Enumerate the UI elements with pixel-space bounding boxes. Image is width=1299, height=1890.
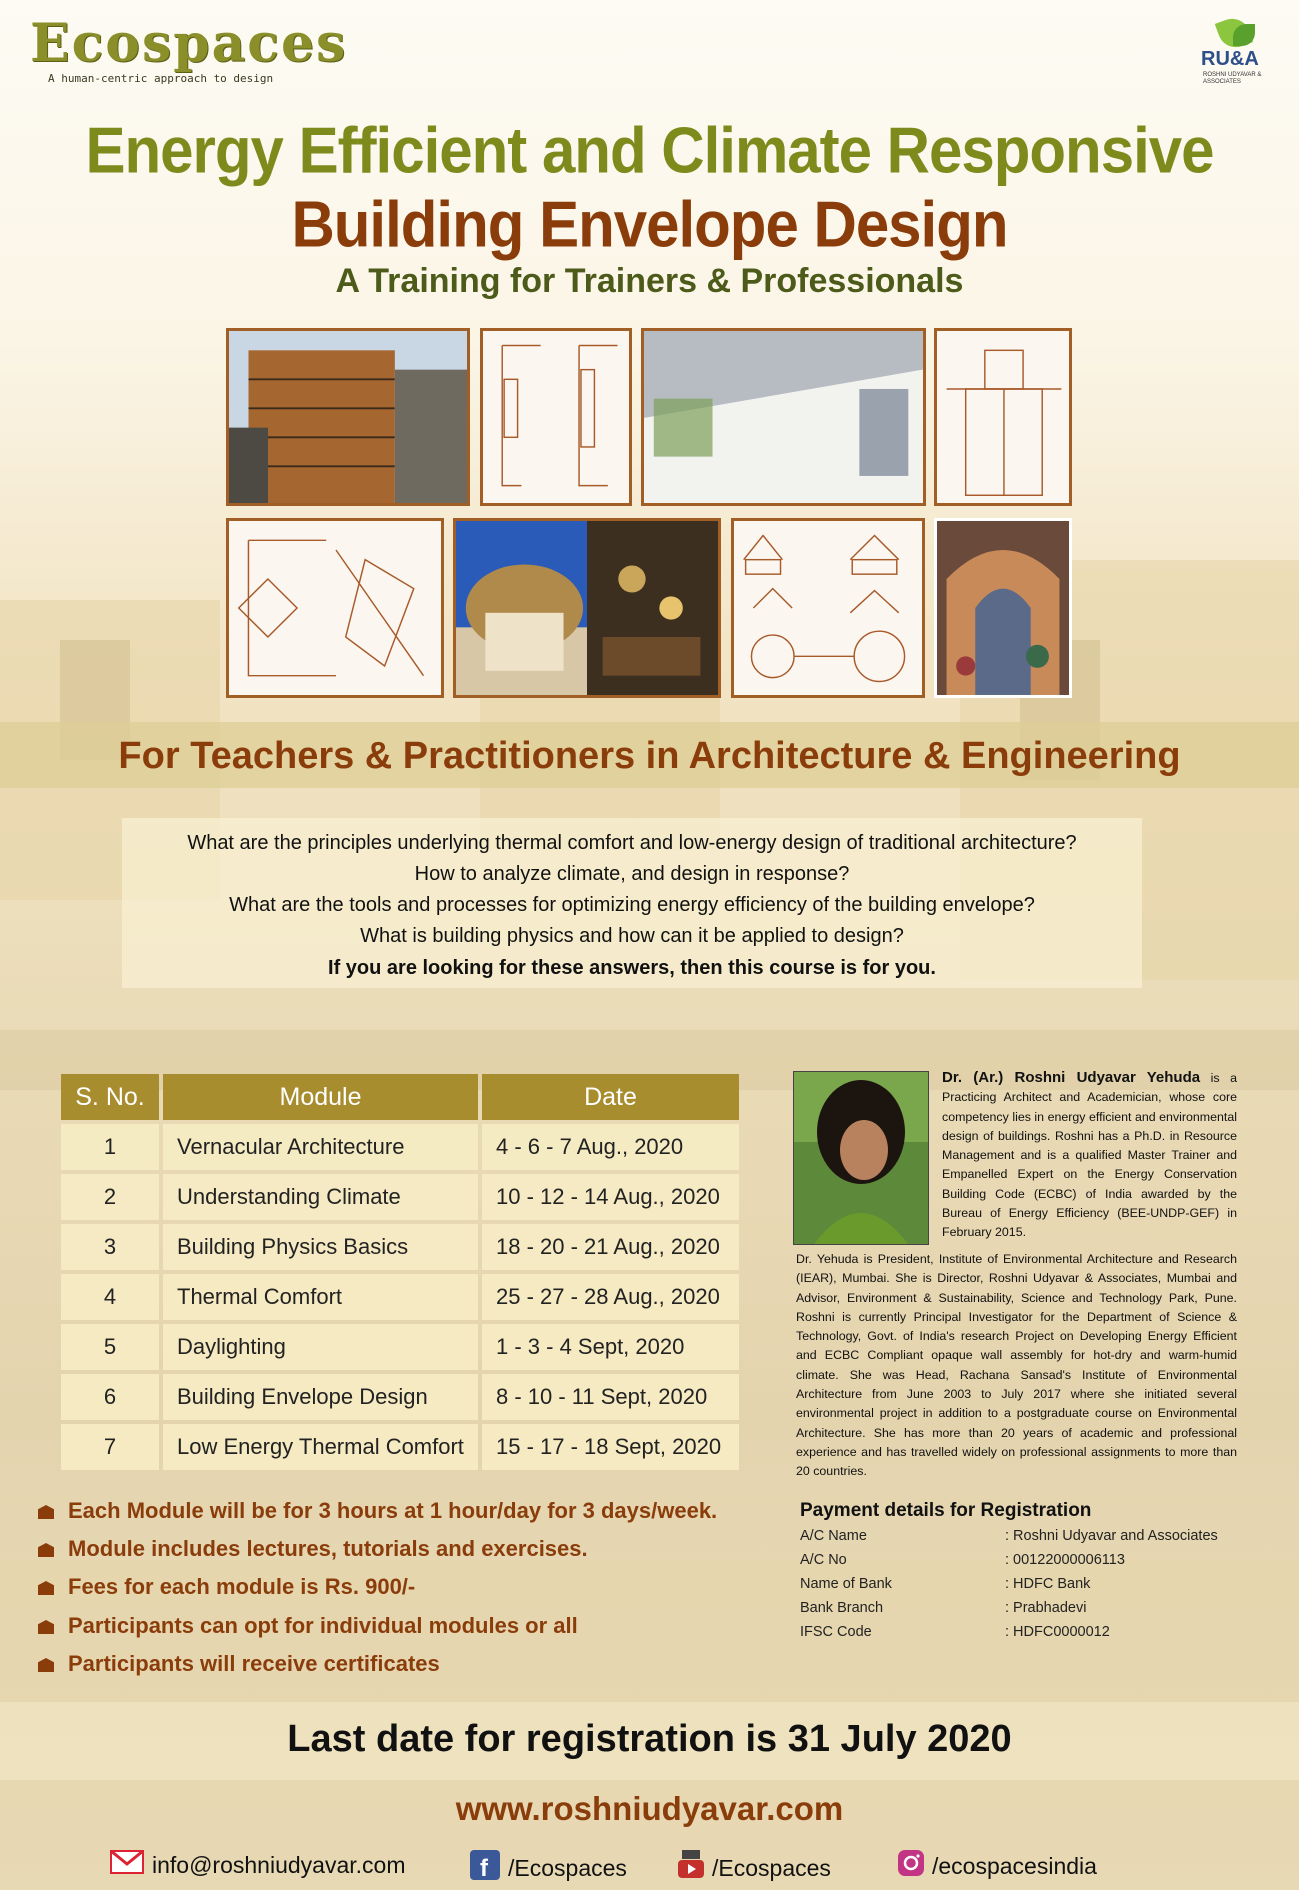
bullet-item — [38, 1574, 415, 1600]
payment-row — [800, 1576, 1260, 1592]
payment-value: : Roshni Udyavar and Associates — [1005, 1528, 1218, 1544]
sketch-solar-geometry — [226, 518, 444, 698]
row-sno: 2 — [61, 1174, 159, 1220]
table-row — [61, 1224, 739, 1270]
question-3: What are the tools and processes for optimizing energy efficiency of the building envelope? — [229, 894, 1035, 916]
sketch-section-tower — [934, 328, 1072, 506]
module-schedule-table — [57, 1070, 743, 1474]
table-row — [61, 1174, 739, 1220]
bullet-text: Participants will receive certificates — [68, 1651, 440, 1676]
facebook-link[interactable] — [470, 1850, 627, 1886]
bio-paragraph-2: Dr. Yehuda is President, Institute of Environmental Architecture and Research (IEAR), Mumbai. She is Director, Roshni Udyavar & Associates, Mumbai and Advisor, Environment & Sustainability, Science and Technology Park, Pune. Roshni is currently Principal Investigator for the Department of Science & Technology, Govt. of India's research Project on Developing Energy Efficient and ECBC Compliant opaque wall assembly for hot-dry and warm-humid climate. She was Head, Rachana Sansad's Institute of Environmental Architecture from June 2003 to July 2017 where she initiated several environmental project in addition to a postgraduate course on Environmental Architecture. She has more than 20 years of academic and professional experience and has travelled widely on professional assignments to more than 20 countries. — [796, 1252, 1237, 1479]
bullet-item — [38, 1613, 578, 1639]
bullet-item — [38, 1536, 588, 1562]
payment-key: A/C No — [800, 1552, 847, 1568]
logo-wordmark: Ecospaces — [30, 13, 348, 74]
row-date: 4 - 6 - 7 Aug., 2020 — [482, 1124, 739, 1170]
table-header-row — [61, 1074, 739, 1120]
payment-row — [800, 1528, 1260, 1544]
bullet-icon — [38, 1543, 54, 1557]
row-date: 10 - 12 - 14 Aug., 2020 — [482, 1174, 739, 1220]
youtube-icon — [678, 1850, 704, 1886]
bullet-icon — [38, 1620, 54, 1634]
column-header-module: Module — [163, 1074, 478, 1120]
audience-heading: For Teachers & Practitioners in Architecture & Engineering — [118, 735, 1181, 777]
email-text: info@roshniudyavar.com — [152, 1851, 406, 1878]
table-row — [61, 1424, 739, 1470]
bullet-text: Each Module will be for 3 hours at 1 hour/day for 3 days/week. — [68, 1498, 718, 1523]
instagram-icon — [898, 1850, 924, 1882]
row-sno: 6 — [61, 1374, 159, 1420]
logo-tagline: A human-centric approach to design — [48, 72, 274, 85]
photo-vernacular-hut — [453, 518, 721, 698]
bullet-text: Participants can opt for individual modules or all — [68, 1613, 578, 1638]
payment-row — [800, 1600, 1260, 1616]
row-date: 25 - 27 - 28 Aug., 2020 — [482, 1274, 739, 1320]
bio-paragraph-1 — [942, 1068, 1237, 1243]
instructor-name: Dr. (Ar.) Roshni Udyavar Yehuda — [942, 1069, 1201, 1086]
row-module: Low Energy Thermal Comfort — [163, 1424, 478, 1470]
payment-value: : HDFC0000012 — [1005, 1624, 1110, 1640]
row-sno: 5 — [61, 1324, 159, 1370]
bullet-icon — [38, 1658, 54, 1672]
registration-deadline: Last date for registration is 31 July 2020 — [287, 1718, 1012, 1760]
table-row — [61, 1324, 739, 1370]
bullet-item — [38, 1498, 717, 1524]
row-sno: 7 — [61, 1424, 159, 1470]
question-4: What is building physics and how can it be applied to design? — [360, 925, 904, 947]
table-row — [61, 1124, 739, 1170]
row-date: 8 - 10 - 11 Sept, 2020 — [482, 1374, 739, 1420]
svg-text:f: f — [480, 1855, 488, 1880]
sketch-vernacular-plans — [731, 518, 925, 698]
payment-value: : Prabhadevi — [1005, 1600, 1087, 1616]
facebook-handle: /Ecospaces — [508, 1854, 627, 1881]
row-sno: 1 — [61, 1124, 159, 1170]
photo-brick-building — [226, 328, 470, 506]
mail-icon — [110, 1850, 144, 1880]
title-line-1: Energy Efficient and Climate Responsive — [85, 114, 1214, 187]
rua-partner-logo — [1197, 18, 1269, 88]
payment-title: Payment details for Registration — [800, 1500, 1092, 1521]
payment-key: Name of Bank — [800, 1576, 892, 1592]
painting-bazaar — [934, 518, 1072, 698]
payment-value: : HDFC Bank — [1005, 1576, 1091, 1592]
table-row — [61, 1374, 739, 1420]
partner-mark: RU&A — [1201, 48, 1259, 70]
title-line-2: Building Envelope Design — [291, 188, 1008, 261]
row-date: 15 - 17 - 18 Sept, 2020 — [482, 1424, 739, 1470]
bullet-text: Module includes lectures, tutorials and exercises. — [68, 1536, 588, 1561]
row-module: Understanding Climate — [163, 1174, 478, 1220]
youtube-handle: /Ecospaces — [712, 1854, 831, 1881]
row-module: Vernacular Architecture — [163, 1124, 478, 1170]
website-link[interactable]: www.roshniudyavar.com — [455, 1790, 844, 1827]
question-1: What are the principles underlying thermal comfort and low-energy design of traditional architecture? — [187, 832, 1077, 854]
column-header-date: Date — [482, 1074, 739, 1120]
email-contact[interactable] — [110, 1850, 405, 1880]
column-header-sno: S. No. — [61, 1074, 159, 1120]
render-atrium-interior — [641, 328, 926, 506]
sketch-wall-section — [480, 328, 632, 506]
ecospaces-logo — [30, 13, 348, 88]
table-row — [61, 1274, 739, 1320]
row-sno: 4 — [61, 1274, 159, 1320]
questions-closing: If you are looking for these answers, then this course is for you. — [328, 957, 936, 979]
row-date: 1 - 3 - 4 Sept, 2020 — [482, 1324, 739, 1370]
payment-key: Bank Branch — [800, 1600, 884, 1616]
subtitle: A Training for Trainers & Professionals — [335, 262, 964, 300]
row-module: Thermal Comfort — [163, 1274, 478, 1320]
payment-value: : 00122000006113 — [1005, 1552, 1125, 1568]
facebook-icon — [470, 1850, 500, 1886]
row-module: Daylighting — [163, 1324, 478, 1370]
bullet-icon — [38, 1505, 54, 1519]
question-2: How to analyze climate, and design in response? — [414, 863, 850, 885]
youtube-link[interactable] — [678, 1850, 831, 1886]
bullet-text: Fees for each module is Rs. 900/- — [68, 1574, 416, 1599]
bullet-item — [38, 1651, 440, 1677]
payment-key: A/C Name — [800, 1528, 867, 1544]
payment-row — [800, 1552, 1260, 1568]
instructor-photo — [793, 1071, 929, 1245]
payment-row — [800, 1624, 1260, 1640]
leaf-icon — [1233, 24, 1255, 46]
instagram-handle: /ecospacesindia — [932, 1852, 1097, 1879]
partner-subtext: ROSHNI UDYAVAR & ASSOCIATES — [1203, 72, 1262, 85]
bio-text-1: is a Practicing Architect and Academician, whose core competency lies in energy efficient and environmental design of buildings. Roshni has a Ph.D. in Resource Management and is a qualified Master Trainer and Empanelled Expert on the Energy Conservation Building Code (ECBC) of India awarded by the Bureau of Energy Efficiency (BEE-UNDP-GEF) in February 2015. — [942, 1071, 1237, 1240]
row-module: Building Envelope Design — [163, 1374, 478, 1420]
instagram-link[interactable] — [898, 1850, 1097, 1882]
payment-key: IFSC Code — [800, 1624, 872, 1640]
row-sno: 3 — [61, 1224, 159, 1270]
bullet-icon — [38, 1581, 54, 1595]
row-date: 18 - 20 - 21 Aug., 2020 — [482, 1224, 739, 1270]
row-module: Building Physics Basics — [163, 1224, 478, 1270]
